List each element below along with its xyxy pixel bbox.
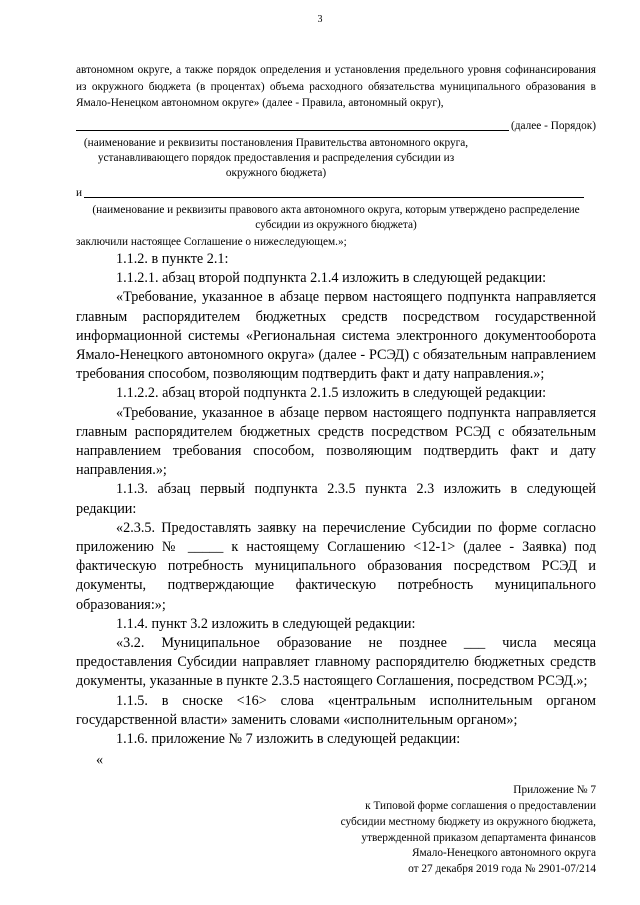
act-fill-row (76, 185, 596, 201)
paragraph: 1.1.2.1. абзац второй подпункта 2.1.4 изложить в следующей редакции: (116, 270, 547, 287)
appendix-line: к Типовой форме соглашения о предоставлении (365, 800, 596, 813)
amendment-items (76, 250, 596, 749)
opening-quote: « (96, 752, 104, 769)
paragraph: 1.1.2. в пункте 2.1: (116, 251, 229, 267)
preamble-text: автономном округе, а также порядок определения и установления предельного уровня софинансирования из окружного бюджета (в процентах) объема расходного обязательства муниципального образования в Ямало-Ненецком автономном округе» (далее - Правила, автономный округ), (76, 64, 596, 109)
appendix-line: от 27 декабря 2019 года № 2901-07/214 (408, 863, 596, 876)
paragraph: «Требование, указанное в абзаце первом настоящего подпункта направляется главным распорядителем бюджетных средств посредством РСЭД с обязательным направлением требования способом, позволяющим подтвердить факт и дату направления.»; (76, 404, 596, 479)
act-hint: (наименование и реквизиты правового акта автономного округа, которым утверждено распределение субсидии из окружного бюджета) (92, 203, 580, 231)
paragraph: 1.1.2.2. абзац второй подпункта 2.1.5 изложить в следующей редакции: (116, 385, 547, 402)
procedure-blank-line (76, 118, 509, 131)
appendix-line: Ямало-Ненецкого автономного округа (411, 847, 596, 860)
paragraph: «Требование, указанное в абзаце первом настоящего подпункта направляется главным распорядителем бюджетных средств посредством государственной информационной системы «Региональная система электронного документооборота Ямало-Ненецкого автономного округа» (далее - РСЭД) с обязательным направлением требования способом, позволяющим подтвердить факт и дату направления.»; (76, 289, 596, 383)
act-prefix: и (76, 186, 83, 199)
act-blank-line (84, 185, 584, 198)
paragraph: 1.1.6. приложение № 7 изложить в следующей редакции: (116, 731, 461, 748)
appendix-line: субсидии местному бюджету из окружного бюджета, (340, 815, 596, 828)
procedure-hint: (наименование и реквизиты постановления Правительства автономного округа, устанавливающего порядок предоставления и распределения субсидии из окружного бюджета) (83, 136, 469, 179)
appendix-header (76, 783, 596, 878)
paragraph: 1.1.3. абзац первый подпункта 2.3.5 пункта 2.3 изложить в следующей редакции: (76, 481, 596, 517)
preamble-closing: заключили настоящее Соглашение о нижеследующем.»; (76, 235, 347, 248)
paragraph: 1.1.5. в сноске <16> слова «центральным исполнительным органом государственной власти» заменить словами «исполнительным органом»; (76, 692, 596, 728)
procedure-fill-row (76, 118, 596, 134)
appendix-line: Приложение № 7 (513, 784, 596, 797)
paragraph: «3.2. Муниципальное образование не позднее ___ числа месяца предоставления Субсидии направляет главному распорядителю бюджетных средств документы, указанные в пункте 2.3.5 настоящего Соглашения, посредством РСЭД.»; (76, 635, 596, 690)
page-number: 3 (317, 14, 323, 25)
document-body (76, 62, 596, 878)
appendix-line: утвержденной приказом департамента финансов (361, 831, 596, 844)
procedure-suffix: (далее - Порядок) (511, 119, 596, 132)
paragraph: «2.3.5. Предоставлять заявку на перечисление Субсидии по форме согласно приложению № _____ к настоящему Соглашению <12-1> (далее - Заявка) под фактическую потребность муниципального образования посредством РСЭД и документы, подтверждающие фактическую потребность муниципального образования:»; (76, 519, 596, 613)
paragraph: 1.1.4. пункт 3.2 изложить в следующей редакции: (116, 615, 416, 632)
